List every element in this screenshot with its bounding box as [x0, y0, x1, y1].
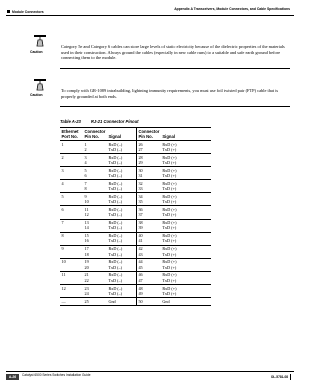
caution-label: Caution — [30, 50, 43, 54]
cell-connector-pin: 3 4 — [83, 154, 107, 167]
cell-signal: RxD (–) TxD (–) — [107, 219, 137, 232]
cell-connector-pin: 48 49 — [136, 285, 160, 298]
cell-connector-pin: 15 16 — [83, 232, 107, 245]
table-row — [60, 206, 211, 219]
cell-connector-pin: 38 39 — [136, 219, 160, 232]
caution-text: Category 5e and Category 6 cables can store large levels of static electricity because of the dielectric properties of the materials used in their construction. Always ground the cables (especially in new cable runs) to a suitable and safe earth ground before connecting them to the module. — [61, 44, 285, 60]
table-row — [60, 271, 211, 284]
caution-hand-icon — [32, 78, 48, 92]
cell-connector-pin: 19 20 — [83, 258, 107, 271]
table-title: RJ-21 Connector Pinout — [90, 119, 139, 124]
cell-connector-pin: 34 35 — [136, 193, 160, 206]
cell-connector-pin: 23 24 — [83, 285, 107, 298]
footer-rule — [6, 371, 294, 372]
table-number: Table A-23 — [60, 119, 81, 124]
table-row — [60, 285, 211, 298]
header-rule — [6, 15, 294, 16]
table-row — [60, 193, 211, 206]
cell-ethernet-port: 10 — [60, 258, 83, 271]
footer-bar — [290, 374, 291, 380]
cell-signal: RxD (–) TxD (–) — [107, 193, 137, 206]
cell-signal: RxD (–) TxD (–) — [107, 154, 137, 167]
table-row — [60, 232, 211, 245]
cell-signal: RxD (+) TxD (+) — [161, 219, 211, 232]
cell-connector-pin: 44 45 — [136, 258, 160, 271]
cell-signal: RxD (–) TxD (–) — [107, 271, 137, 284]
caution-rule — [60, 106, 290, 107]
running-header-section: Module Connectors — [12, 10, 44, 14]
cell-ethernet-port: 4 — [60, 180, 83, 193]
table-row — [60, 141, 211, 154]
cell-connector-pin: 30 31 — [136, 167, 160, 180]
cell-signal: Gnd — [107, 298, 137, 306]
cell-connector-pin: 11 12 — [83, 206, 107, 219]
table-row — [60, 298, 211, 306]
cell-connector-pin: 1 2 — [83, 141, 107, 154]
table-caption — [60, 119, 139, 124]
caution-hand-icon — [32, 34, 48, 48]
cell-signal: RxD (+) TxD (+) — [161, 206, 211, 219]
page-number: A-26 — [6, 374, 19, 380]
caution-rule — [60, 68, 290, 69]
cell-signal: RxD (+) TxD (+) — [161, 258, 211, 271]
cell-connector-pin: 36 37 — [136, 206, 160, 219]
caution-text: To comply with GR-1089 intrabuilding, lightning immunity requirements, you must use foil twisted pair (FTP) cable that is properly grounded at both ends. — [61, 88, 279, 99]
header-connector-pin: Connector Pin No. — [138, 129, 160, 139]
cell-signal: RxD (–) TxD (–) — [107, 245, 137, 258]
table-row — [60, 258, 211, 271]
cell-connector-pin: 50 — [136, 298, 160, 306]
cell-signal: RxD (+) TxD (+) — [161, 141, 211, 154]
cell-connector-pin: 46 47 — [136, 271, 160, 284]
cell-connector-pin: 7 8 — [83, 180, 107, 193]
cell-connector-pin: 9 10 — [83, 193, 107, 206]
cell-connector-pin: 28 29 — [136, 154, 160, 167]
cell-signal: RxD (+) TxD (+) — [161, 167, 211, 180]
cell-ethernet-port: 5 — [60, 193, 83, 206]
cell-ethernet-port: 11 — [60, 271, 83, 284]
cell-signal: RxD (+) TxD (+) — [161, 193, 211, 206]
cell-ethernet-port: 7 — [60, 219, 83, 232]
cell-ethernet-port: 3 — [60, 167, 83, 180]
cell-connector-pin: 13 14 — [83, 219, 107, 232]
cell-signal: RxD (+) TxD (+) — [161, 271, 211, 284]
cell-signal: RxD (+) TxD (+) — [161, 232, 211, 245]
cell-ethernet-port: 8 — [60, 232, 83, 245]
running-header-chapter: Appendix A Transceivers, Module Connectors, and Cable Specifications — [174, 7, 290, 11]
book-title: Catalyst 6500 Series Switches Installation Guide — [22, 373, 91, 377]
cell-signal: RxD (–) TxD (–) — [107, 258, 137, 271]
cell-connector-pin: 17 18 — [83, 245, 107, 258]
cell-ethernet-port: 1 — [60, 141, 83, 154]
cell-ethernet-port: 12 — [60, 285, 83, 298]
cell-signal: RxD (+) TxD (+) — [161, 180, 211, 193]
cell-ethernet-port: 2 — [60, 154, 83, 167]
cell-connector-pin: 25 — [83, 298, 107, 306]
cell-signal: RxD (+) TxD (+) — [161, 154, 211, 167]
cell-signal: RxD (–) TxD (–) — [107, 232, 137, 245]
cell-signal: RxD (–) TxD (–) — [107, 180, 137, 193]
cell-ethernet-port: 6 — [60, 206, 83, 219]
table-row — [60, 180, 211, 193]
cell-connector-pin: 42 43 — [136, 245, 160, 258]
cell-connector-pin: 26 27 — [136, 141, 160, 154]
header-signal: Signal — [161, 128, 211, 141]
cell-ethernet-port: — — [60, 298, 83, 306]
table-body — [60, 141, 211, 306]
cell-connector-pin: 40 41 — [136, 232, 160, 245]
table-row — [60, 245, 211, 258]
header-signal: Signal — [107, 128, 137, 141]
cell-signal: RxD (–) TxD (–) — [107, 285, 137, 298]
header-square-marker — [7, 10, 10, 13]
table-row — [60, 154, 211, 167]
cell-signal: RxD (–) TxD (–) — [107, 206, 137, 219]
cell-ethernet-port: 9 — [60, 245, 83, 258]
caution-label: Caution — [30, 93, 43, 97]
cell-connector-pin: 21 22 — [83, 271, 107, 284]
document-number: OL-5781-08 — [270, 375, 288, 379]
cell-signal: RxD (+) TxD (+) — [161, 245, 211, 258]
cell-signal: RxD (+) TxD (+) — [161, 285, 211, 298]
cell-signal: RxD (–) TxD (–) — [107, 141, 137, 154]
rj21-pinout-table — [60, 127, 211, 306]
table-header-row — [60, 128, 211, 141]
cell-signal: Gnd — [161, 298, 211, 306]
header-ethernet-port: Ethernet Port No. — [60, 128, 83, 141]
cell-connector-pin: 5 6 — [83, 167, 107, 180]
cell-connector-pin: 32 33 — [136, 180, 160, 193]
header-connector-pin: Connector Pin No. — [84, 129, 106, 139]
table-row — [60, 219, 211, 232]
cell-signal: RxD (–) TxD (–) — [107, 167, 137, 180]
table-row — [60, 167, 211, 180]
